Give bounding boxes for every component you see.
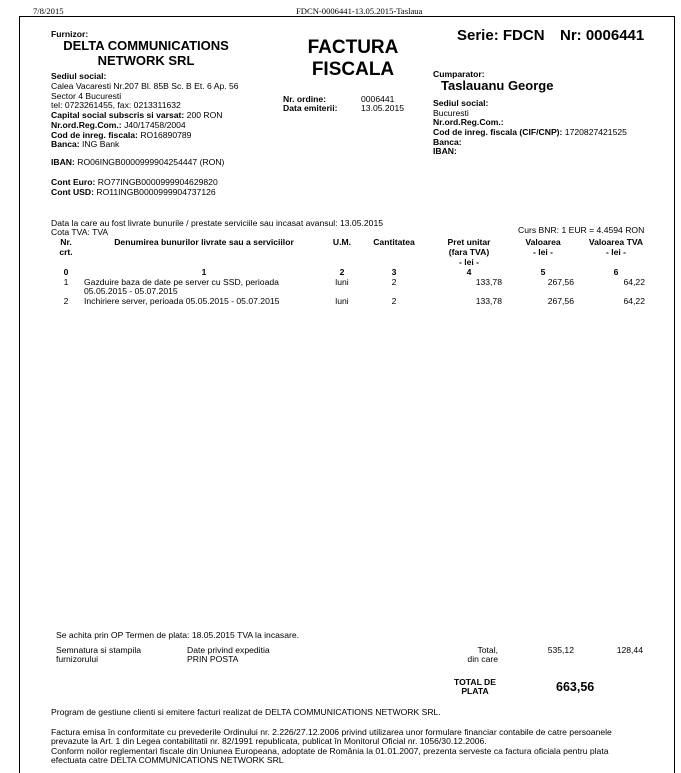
invoice-serie: [457, 27, 545, 44]
row2-nr: 2: [63, 296, 69, 306]
supplier-name-line2: NETWORK SRL: [97, 53, 195, 68]
supplier-iban-value: RO06INGB0000999904254447 (RON): [77, 157, 225, 167]
row1-nr: 1: [63, 277, 69, 287]
legal-line1: Factura emisa în conformitate cu prevederile Ordinului nr. 2.226/27.12.2006 privind utilizarea unor formulare financiar contabile de catre persoanele: [51, 727, 612, 737]
payment-text: Se achita prin OP Termen de plata: 18.05.2015 TVA la incasare.: [56, 630, 300, 640]
invoice-title-line2: FISCALA: [311, 59, 395, 80]
supplier-iban: [51, 157, 224, 167]
signature-line2: furnizorului: [56, 654, 99, 664]
buyer-city: Bucuresti: [433, 108, 469, 118]
col-header-name: Denumirea bunurilor livrate sau a serviciilor: [114, 237, 294, 247]
col-number-0: 0: [63, 267, 69, 277]
row1-desc-line2: 05.05.2015 - 05.07.2015: [84, 286, 178, 296]
buyer-cif-value: 1720827421525: [564, 127, 627, 137]
supplier-name-line1: DELTA COMMUNICATIONS: [63, 38, 229, 53]
col-header-vat: [582, 237, 650, 257]
supplier-euro-value: RO77INGB0000999904629820: [97, 177, 218, 187]
signature-line1: Semnatura si stampila: [56, 645, 142, 655]
col-header-vat-line2: - lei -: [605, 247, 627, 257]
supplier-bank: [51, 139, 119, 149]
col-number-6: 6: [613, 267, 619, 277]
exchange-rate-text: Curs BNR: 1 EUR = 4.4594 RON: [518, 225, 645, 235]
invoice-number: [560, 27, 644, 44]
legal-line3: Conform noilor reglementari fiscale din Uniunea Europeana, adoptate de România la 01.01.2007, prezenta serveste ca factura oficiala pentru plata: [51, 746, 609, 756]
col-header-vat-line1: Valoarea TVA: [588, 237, 644, 247]
buyer-label: Cumparator:: [433, 69, 485, 79]
row1-vat: 64,22: [623, 277, 645, 287]
col-header-nr-line2: crt.: [59, 247, 73, 257]
order-label: Nr. ordine:: [283, 94, 326, 104]
row2-qty: 2: [391, 296, 397, 306]
vat-rate-text: Cota TVA: TVA: [51, 227, 109, 237]
buyer-cif-label: Cod de inreg. fiscala (CIF/CNP):: [433, 127, 563, 137]
col-header-um: U.M.: [332, 237, 352, 247]
supplier-cif-value: RO16890789: [140, 130, 192, 140]
print-date: 7/8/2015: [33, 6, 64, 16]
row2-desc-line1: Inchiriere server, perioada 05.05.2015 - 05.07.2015: [84, 296, 280, 306]
total-line1: Total,: [477, 645, 498, 655]
col-header-qty: Cantitatea: [373, 237, 415, 247]
col-header-price-line2: (fara TVA): [448, 247, 490, 257]
supplier-reg: [51, 120, 186, 130]
col-header-value-line2: - lei -: [532, 247, 554, 257]
col-header-nr-line1: Nr.: [60, 237, 72, 247]
legal-line4: efectuata catre DELTA COMMUNICATIONS NETWORK SRL: [51, 755, 284, 765]
supplier-usd-value: RO11INGB0000999904737126: [96, 187, 216, 197]
total-vat: 128,44: [616, 645, 643, 655]
col-header-nr: [51, 237, 81, 257]
row2-value: 267,56: [547, 296, 574, 306]
shipping-line1: Date privind expeditia: [187, 645, 270, 655]
buyer-name: Taslauanu George: [441, 78, 554, 93]
row2-um: luni: [335, 296, 349, 306]
total-value: 535,12: [547, 645, 574, 655]
supplier-usd-label: Cont USD:: [51, 187, 94, 197]
col-number-3: 3: [391, 267, 397, 277]
pay-total-value: 663,56: [556, 680, 595, 694]
supplier-reg-value: J40/17458/2004: [124, 120, 186, 130]
serie-value: FDCN: [502, 27, 545, 44]
supplier-address-line1: Calea Vacaresti Nr.207 Bl. 85B Sc. B Et. 6 Ap. 56: [51, 81, 239, 91]
buyer-cif: [433, 127, 627, 137]
col-number-4: 4: [466, 267, 472, 277]
supplier-usd-account: [51, 187, 216, 197]
number-value: 0006441: [585, 27, 645, 44]
supplier-euro-account: [51, 177, 218, 187]
buyer-bank-label: Banca:: [433, 137, 462, 147]
supplier-label: Furnizor:: [51, 29, 89, 39]
supplier-capital-label: Capital social subscris si varsat:: [51, 110, 185, 120]
supplier-bank-value: ING Bank: [82, 139, 120, 149]
col-header-price: [436, 237, 502, 267]
program-text: Program de gestiune clienti si emitere facturi realizat de DELTA COMMUNICATIONS NETWORK SRL.: [51, 707, 441, 717]
col-header-value: [512, 237, 574, 257]
number-label: Nr:: [560, 27, 582, 44]
row2-price: 133,78: [475, 296, 502, 306]
supplier-bank-label: Banca:: [51, 139, 80, 149]
supplier-iban-label: IBAN:: [51, 157, 75, 167]
supplier-reg-label: Nr.ord.Reg.Com.:: [51, 120, 122, 130]
issue-date-value: 13.05.2015: [361, 103, 405, 113]
col-number-5: 5: [540, 267, 546, 277]
row1-um: luni: [335, 277, 349, 287]
pay-total-line2: PLATA: [461, 686, 489, 696]
supplier-phone-fax: tel: 0723261455, fax: 0213311632: [51, 100, 181, 110]
supplier-capital: [51, 110, 223, 120]
serie-label: Serie:: [457, 27, 499, 44]
issue-date-label: Data emiterii:: [283, 103, 338, 113]
delivery-date-text: Data la care au fost livrate bunurile / prestate serviciile sau incasat avansul: 13.05.2015: [51, 218, 384, 228]
row2-vat: 64,22: [623, 296, 645, 306]
supplier-capital-value: 200 RON: [186, 110, 223, 120]
col-header-price-line3: - lei -: [458, 257, 480, 267]
col-header-value-line1: Valoarea: [525, 237, 561, 247]
total-line2: din care: [467, 654, 498, 664]
col-header-price-line1: Pret unitar: [447, 237, 491, 247]
shipping-line2: PRIN POSTA: [187, 654, 239, 664]
supplier-cif-label: Cod de inreg. fiscala:: [51, 130, 138, 140]
invoice-title-line1: FACTURA: [307, 37, 399, 58]
order-value: 0006441: [361, 94, 395, 104]
buyer-seat-label: Sediul social:: [433, 98, 489, 108]
row1-qty: 2: [391, 277, 397, 287]
legal-line2: prevazute la Art. 1 din Legea contabilitatii nr. 82/1991 republicata, publicat în Monitorul Oficial nr. 1056/30.12.2006.: [51, 736, 487, 746]
row1-value: 267,56: [547, 277, 574, 287]
buyer-iban-label: IBAN:: [433, 146, 457, 156]
print-document-title: FDCN-0006441-13.05.2015-Taslaua: [296, 6, 423, 16]
col-number-2: 2: [339, 267, 345, 277]
supplier-seat-label: Sediul social:: [51, 71, 107, 81]
row1-desc-line1: Gazduire baza de date pe server cu SSD, perioada: [84, 277, 279, 287]
row1-price: 133,78: [475, 277, 502, 287]
supplier-address-line2: Sector 4 Bucuresti: [51, 91, 122, 101]
buyer-reg-label: Nr.ord.Reg.Com.:: [433, 117, 504, 127]
col-number-1: 1: [201, 267, 207, 277]
supplier-euro-label: Cont Euro:: [51, 177, 96, 187]
pay-total-line1: TOTAL DE: [453, 677, 496, 687]
